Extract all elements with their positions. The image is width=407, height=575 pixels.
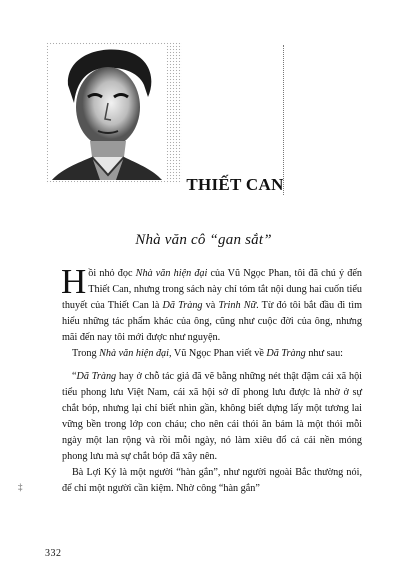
page-number: 332: [45, 548, 62, 559]
book-title-run: Dã Tràng: [162, 299, 203, 311]
book-title-run: Nhà văn hiện đại: [135, 268, 208, 279]
vertical-dotted-rule: [283, 45, 288, 195]
book-title-run: Nhà văn hiện đại: [99, 347, 169, 359]
text-run: Trong: [72, 347, 100, 359]
author-portrait: [48, 45, 166, 180]
drop-cap: H: [61, 262, 87, 301]
book-title-run: Dã Tràng: [76, 371, 117, 383]
book-title-run: Trinh Nữ: [218, 299, 257, 311]
paragraph-3-quote: [62, 369, 362, 464]
paragraph-4: [62, 465, 362, 497]
paragraph-2: [62, 346, 362, 362]
paragraph-1: [61, 262, 362, 346]
text-run: . Từ đó tôi bắt đầu đi tìm hiểu những tác phẩm khác của ông, cũng như cuộc đời của ông, nhưng mãi đến nay tôi mới được như nguyện.: [62, 299, 362, 343]
book-title-run: Dã Tràng: [266, 347, 306, 359]
text-run: ồi nhỏ đọc: [88, 268, 136, 279]
chapter-subtitle: Nhà văn cô “gan sắt”: [135, 232, 272, 248]
text-run: “: [72, 371, 77, 383]
margin-mark: ‡: [18, 482, 23, 492]
body-text: [61, 262, 362, 497]
author-name-heading: THIẾT CAN: [186, 175, 284, 194]
text-run: của Vũ Ngọc Phan, tôi đã chú ý đến Thiết Can, nhưng trong sách này chỉ tóm tắt nội dung hai cuốn tiểu thuyết của Thiết Can là: [62, 268, 362, 311]
text-run: như sau:: [305, 347, 343, 359]
text-run: và: [202, 299, 219, 311]
author-portrait-image: [48, 45, 166, 180]
text-run: , Vũ Ngọc Phan viết về: [168, 347, 267, 359]
text-run: Bà Lợi Ký là một người “hàn gắn”, như người ngoài Bắc thường nói, để chỉ một người cần kiệm. Nhờ công “hàn gắn”: [62, 466, 362, 494]
text-run: hay ở chỗ tác giả đã vẽ bằng những nét thật đậm cái xã hội tiểu phong lưu Việt Nam, cái xã hội sở dĩ phong lưu được là nhờ ở sự chắt bóp, nhưng lại chỉ biết nhìn gần, không biết dựng lấy một tương lai vững bền trong lớp con cháu; cho nên cái thói ăn bám là một thói mỗi ngày một lan rộng và rồi mỗi ngày, nó làm xiêu đổ cả cái nền móng phong lưu mà sự chắt bóp đã xây nên.: [62, 371, 362, 462]
